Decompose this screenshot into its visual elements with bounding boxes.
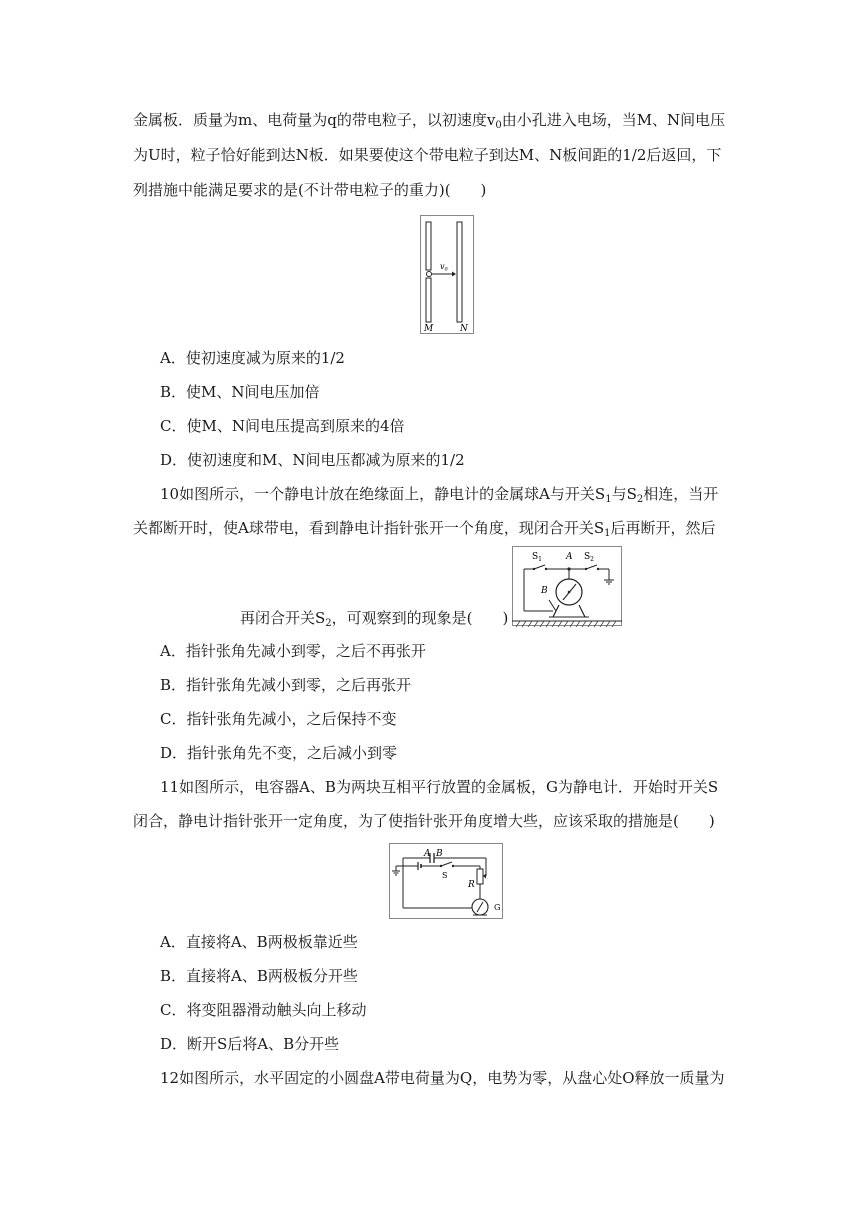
q10-figure-drawing (513, 547, 621, 625)
q9-stem-line-2: 为U时，粒子恰好能到达N板．如果要使这个带电粒子到达M、N板间距的1/2后返回，下 (133, 146, 722, 164)
q10-option-b: B．指针张角先减小到零，之后再张开 (160, 676, 412, 694)
q9-v0-subscript: 0 (495, 120, 502, 131)
q11-figure-drawing (390, 844, 502, 918)
q10-option-d: D．指针张角先不变，之后减小到零 (160, 744, 398, 762)
q10-stem-line-3 (240, 608, 508, 628)
q10-line-1-mid: 与S (611, 485, 637, 503)
q10-line-2-tail: 后再断开，然后 (610, 519, 716, 537)
q10-stem-line-1 (160, 484, 718, 504)
q10-line-1-tail: 相连，当开 (643, 485, 719, 503)
q10-electroscope-figure (512, 546, 622, 626)
q11-stem-line-2: 闭合，静电计指针张开一定角度，为了使指针张开角度增大些，应该采取的措施是( ) (133, 812, 715, 830)
q10-line-3-text: 再闭合开关S (240, 609, 326, 627)
q11-option-d: D．断开S后将A、B分开些 (160, 1035, 340, 1053)
q9-option-c: C．使M、N间电压提高到原来的4倍 (160, 417, 405, 435)
q9-plate-n-label: N (460, 324, 468, 333)
q10-line-2-text: 关都断开时，使A球带电，看到静电计指针张开一个角度，现闭合开关S (133, 519, 605, 537)
q9-parallel-plates-figure (420, 215, 474, 334)
q11-fig-a-label: A (424, 849, 431, 859)
q11-fig-g-label: G (494, 903, 501, 912)
q9-plate-m-label: M (424, 324, 434, 333)
q10-line-2-sub: 1 (604, 528, 611, 539)
q11-circuit-figure (389, 843, 503, 919)
q9-stem-line-3: 列措施中能满足要求的是(不计带电粒子的重力)( ) (133, 181, 487, 199)
q11-option-b: B．直接将A、B两极板分开些 (160, 967, 358, 985)
q10-fig-b-label: B (541, 586, 548, 596)
q10-fig-s1-label: $S_1$ (532, 552, 542, 563)
q10-fig-s2-label: $S_2$ (584, 552, 594, 563)
q9-stem-line-1-text: 金属板．质量为m、电荷量为q的带电粒子，以初速度v (133, 111, 496, 129)
q11-fig-b-label: B (436, 849, 443, 859)
q11-stem-line-1: 11如图所示，电容器A、B为两块互相平行放置的金属板，G为静电计．开始时开关S (160, 778, 719, 796)
q10-option-c: C．指针张角先减小，之后保持不变 (160, 710, 397, 728)
q9-velocity-label: v0 (440, 262, 448, 273)
q10-option-a: A．指针张角先减小到零，之后不再张开 (160, 642, 426, 660)
q11-fig-r-label: R (468, 880, 475, 890)
q11-fig-s-label: S (442, 871, 448, 880)
q9-stem-line-1 (133, 110, 725, 130)
q11-option-a: A．直接将A、B两极板靠近些 (160, 933, 358, 951)
q10-line-3-sub: 2 (325, 618, 332, 629)
q9-stem-line-1-tail: 由小孔进入电场，当M、N间电压 (501, 111, 726, 129)
q11-option-c: C．将变阻器滑动触头向上移动 (160, 1001, 367, 1019)
q10-line-3-tail: ，可观察到的现象是( ) (331, 609, 509, 627)
q10-fig-a-label: A (566, 552, 573, 562)
q10-s2-sub: 2 (636, 494, 644, 505)
q9-figure-drawing (421, 216, 473, 333)
q9-option-a: A．使初速度减为原来的1/2 (160, 349, 345, 367)
q10-line-1-text: 10如图所示，一个静电计放在绝缘面上，静电计的金属球A与开关S (160, 485, 606, 503)
q10-ground-hatching (512, 620, 622, 628)
q10-stem-line-2 (133, 518, 716, 538)
q9-option-b: B．使M、N间电压加倍 (160, 383, 320, 401)
q10-s1-sub: 1 (605, 494, 612, 505)
q12-stem-line-1: 12如图所示，水平固定的小圆盘A带电荷量为Q，电势为零，从盘心处O释放一质量为 (160, 1069, 725, 1087)
q9-option-d: D．使初速度和M、N间电压都减为原来的1/2 (160, 451, 465, 469)
